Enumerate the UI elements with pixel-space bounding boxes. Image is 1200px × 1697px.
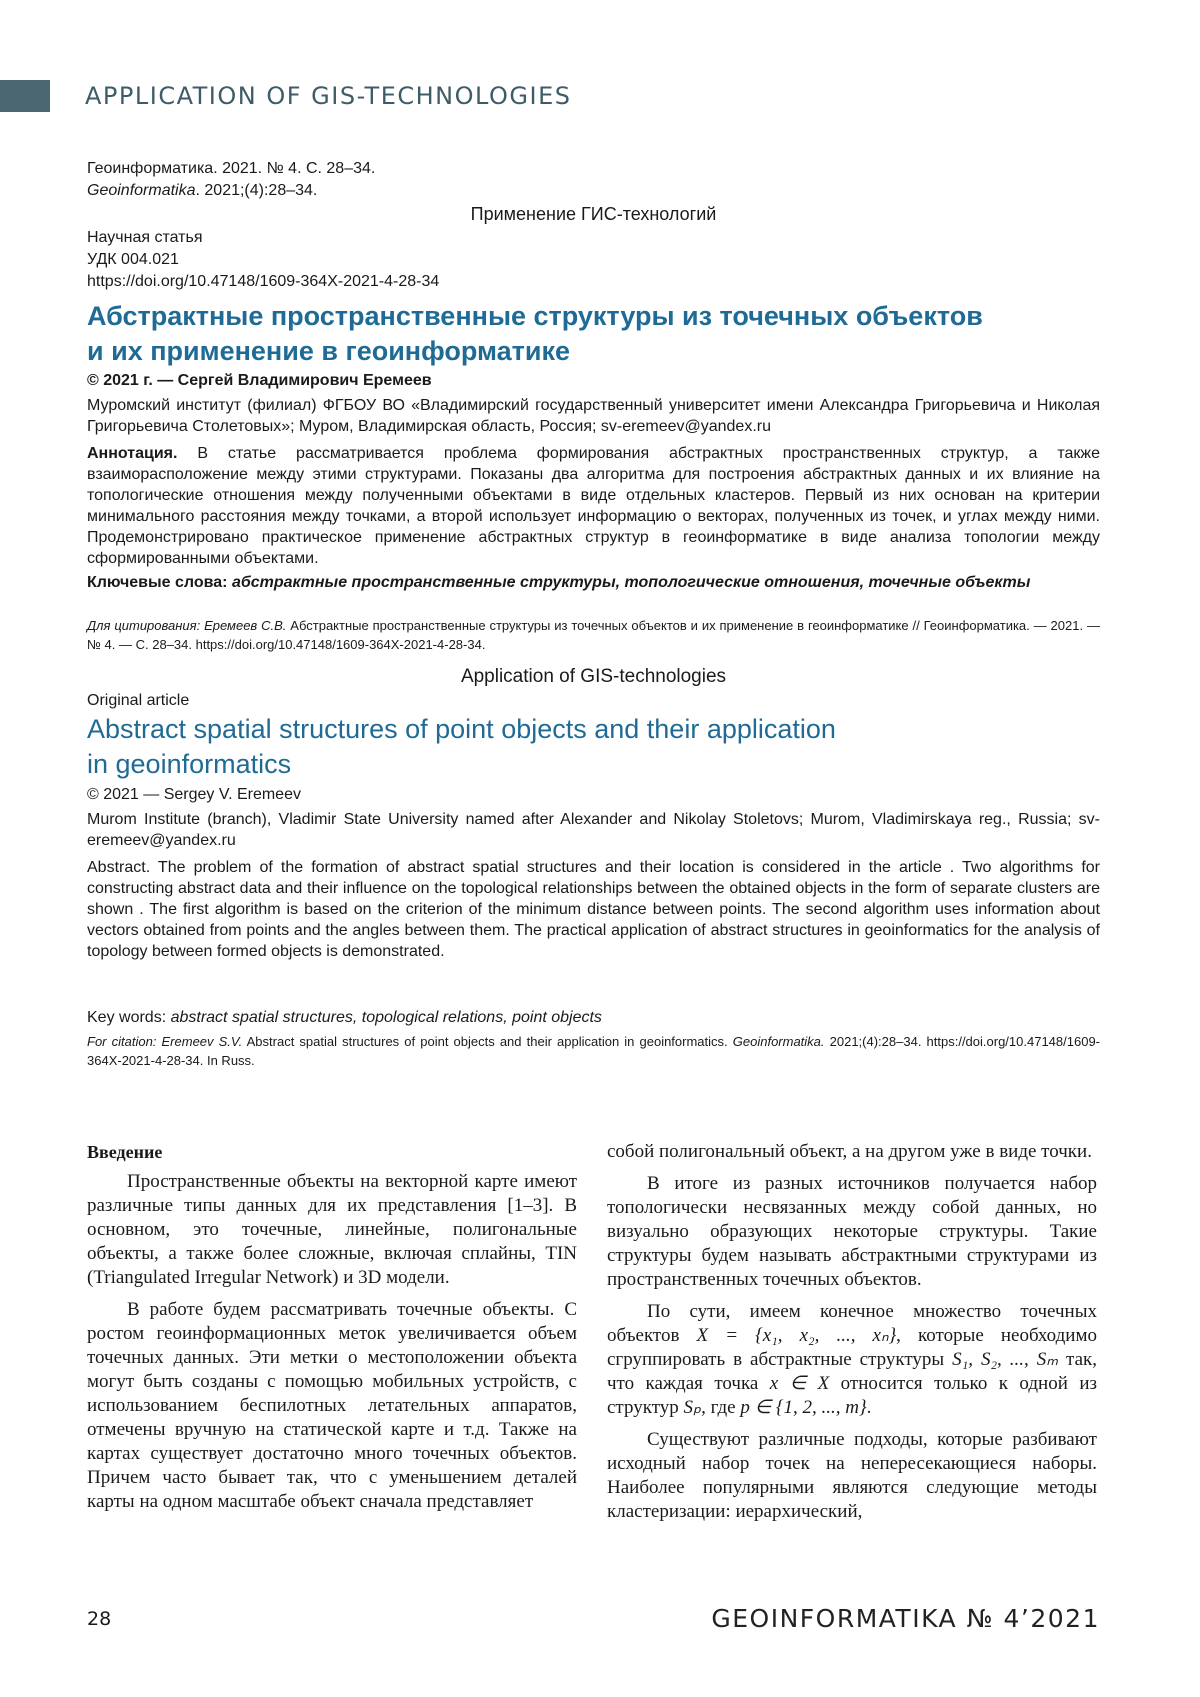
for-citation-en-b: 2021;(4):28–34. https://doi.org/10.47148/1609-364X-2021-4-28-34. In Russ. [87, 1034, 1100, 1068]
math-set-x: X = {x₁, x₂, ..., xₙ} [696, 1325, 897, 1346]
p5-text-b: , которые необходимо сгруппировать в абстрактные структуры [607, 1325, 1097, 1370]
body-column-left [87, 1140, 577, 1522]
citation-ru: Геоинформатика. 2021. № 4. С. 28–34. [87, 160, 376, 177]
body-paragraph-1: Пространственные объекты на векторной карте имеют различные типы данных для их представления [1–3]. В основном, это точечные, линейные, полигональные объекты, а также более сложные, включая сплайны, TIN (Triangulated Irregular Network) и 3D модели. [87, 1171, 577, 1288]
for-citation-en-journal: Geoinformatika. [732, 1034, 825, 1049]
keywords-en [87, 1007, 1100, 1029]
for-citation-ru [87, 616, 1100, 654]
for-citation-en-label: For citation: Eremeev S.V. [87, 1034, 243, 1049]
doi[interactable]: https://doi.org/10.47148/1609-364X-2021-4-28-34 [87, 273, 440, 290]
keywords-ru [87, 572, 1100, 593]
math-x-in-x: x ∈ X [769, 1373, 830, 1394]
citation-en-rest: . 2021;(4):28–34. [195, 182, 318, 199]
math-sp: Sₚ [683, 1397, 702, 1418]
math-structures: S₁, S₂, ..., Sₘ [952, 1349, 1059, 1370]
affiliation-ru: Муромский институт (филиал) ФГБОУ ВО «Владимирский государственный университет имени Александра Григорьевича и Николая Григорьевича Столетовых»; Муром, Владимирская область, Россия; sv-eremeev@yandex.ru [87, 397, 1100, 435]
title-ru-line1: Абстрактные пространственные структуры из точечных объектов [87, 301, 983, 331]
body-paragraph-2: В работе будем рассматривать точечные объекты. С ростом геоинформационных меток увеличивается объем точечных данных. Эти метки о местоположении объекта могут быть созданы с помощью мобильных устройств, с использованием беспилотных летательных аппаратов, отмечены вручную на статической карте и т.д. Также на картах существует достаточно много точечных объектов. Причем часто бывает так, что с уменьшением деталей карты на одном масштабе объект сначала представляет [87, 1299, 577, 1512]
p5-text-d: относится только к одной из структур [607, 1373, 1097, 1418]
abstract-ru-text: В статье рассматривается проблема формирования абстрактных пространственных структур, а также взаиморасположение между этими структурами. Показаны два алгоритма для построения абстрактных данных и их влияние на топологические отношения между полученными объектами в виде отдельных кластеров. Первый из них основан на критерии минимального расстояния между точками, а второй использует информацию о векторах, полученных из точек, и углах между ними. Продемонстрировано практическое применение абстрактных структур в геоинформатике в виде анализа топологии между сформированными объектами. [87, 445, 1100, 567]
article-type-en: Original article [87, 692, 190, 709]
for-citation-en [87, 1032, 1100, 1070]
affiliation-en: Murom Institute (branch), Vladimir State University named after Alexander and Nikolay Stoletovs; Murom, Vladimirskaya reg., Russia; sv-eremeev@yandex.ru [87, 811, 1100, 849]
author-ru: © 2021 г. — Сергей Владимирович Еремеев [87, 372, 432, 389]
header-accent-bar [0, 80, 50, 112]
page-number: 28 [87, 1608, 112, 1630]
journal-footer: GEOINFORMATIKA № 4’2021 [711, 1604, 1100, 1633]
intro-heading: Введение [87, 1142, 163, 1162]
math-p-in: p ∈ {1, 2, ..., m} [740, 1397, 867, 1418]
for-citation-en-a: Abstract spatial structures of point objects and their application in geoinformatics. [242, 1034, 733, 1049]
article-type-ru: Научная статья [87, 229, 203, 246]
keywords-ru-label: Ключевые слова: [87, 574, 228, 591]
abstract-en-text: The problem of the formation of abstract spatial structures and their location is considered in the article . Two algorithms for constructing abstract data and their influence on the topological relationships between the obtained objects in the form of separate clusters are shown . The first algorithm is based on the criterion of the minimum distance between points. The second algorithm uses information about vectors obtained from points and the angles between them. The practical application of abstract structures in geoinformatics for the analysis of topology between formed objects is demonstrated. [87, 859, 1100, 960]
p5-text-f: . [866, 1397, 872, 1418]
p5-text-c: так, что каждая точка [607, 1349, 1097, 1394]
abstract-en [87, 857, 1100, 962]
body-paragraph-4: В итоге из разных источников получается набор топологически несвязанных между собой данных, но визуально образующих некоторые структуры. Такие структуры будем называть абстрактными структурами из пространственных точечных объектов. [607, 1173, 1097, 1290]
section-en: Application of GIS-technologies [460, 666, 727, 687]
title-en-line1: Abstract spatial structures of point objects and their application [87, 714, 836, 744]
section-ru: Применение ГИС-технологий [470, 204, 717, 224]
keywords-en-label: Key words: [87, 1009, 167, 1026]
body-paragraph-3: собой полигональный объект, а на другом уже в виде точки. [607, 1141, 1092, 1162]
udk: УДК 004.021 [87, 251, 179, 268]
title-en [87, 712, 1100, 782]
title-en-line2: in geoinformatics [87, 749, 292, 779]
body-paragraph-5 [607, 1300, 1097, 1420]
abstract-en-label: Abstract. [87, 859, 151, 876]
running-title: APPLICATION OF GIS-TECHNOLOGIES [85, 82, 572, 110]
p5-text-a: По сути, имеем конечное множество точечных объектов [607, 1301, 1097, 1346]
title-ru [87, 299, 1100, 369]
body-paragraph-6: Существуют различные подходы, которые разбивают исходный набор точек на непересекающиеся наборы. Наиболее популярными являются следующие методы кластеризации: иерархический, [607, 1429, 1097, 1522]
abstract-ru-label: Аннотация. [87, 445, 178, 462]
citation-en-journal: Geoinformatika [87, 182, 196, 199]
title-ru-line2: и их применение в геоинформатике [87, 336, 570, 366]
keywords-en-text: abstract spatial structures, topological relations, point objects [166, 1009, 602, 1026]
citation-en [87, 180, 1100, 202]
author-en: © 2021 — Sergey V. Eremeev [87, 786, 301, 803]
p5-text-e: , где [701, 1397, 741, 1418]
keywords-ru-text: абстрактные пространственные структуры, топологические отношения, точечные объекты [227, 574, 1031, 591]
for-citation-ru-label: Для цитирования: Еремеев С.В. [87, 618, 287, 633]
body-column-right [607, 1140, 1097, 1532]
for-citation-ru-text: Абстрактные пространственные структуры из точечных объектов и их применение в геоинформатике // Геоинформатика. — 2021. — № 4. — С. 28–34. https://doi.org/10.47148/1609-364X-2021-4-28-34. [87, 618, 1100, 652]
abstract-ru [87, 443, 1100, 569]
